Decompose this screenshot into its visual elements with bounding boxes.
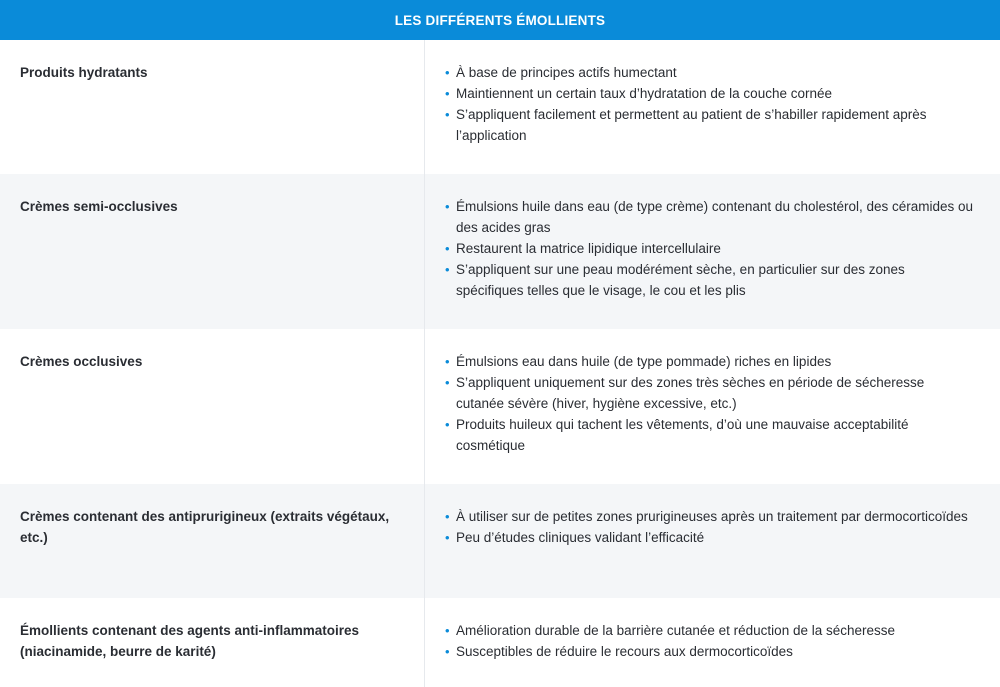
list-item xyxy=(445,259,976,301)
row-details xyxy=(425,329,1000,484)
list-item-text: Émulsions huile dans eau (de type crème) contenant du cholestérol, des céramides ou des acides gras xyxy=(456,199,974,235)
bullet-icon: • xyxy=(445,509,450,524)
bullet-list xyxy=(445,62,976,146)
list-item-text: Restaurent la matrice lipidique intercellulaire xyxy=(456,241,721,256)
bullet-icon: • xyxy=(445,262,450,277)
bullet-icon: • xyxy=(445,623,450,638)
bullet-list xyxy=(445,351,976,456)
row-label: Émollients contenant des agents anti-inflammatoires (niacinamide, beurre de karité) xyxy=(0,598,425,687)
list-item xyxy=(445,506,976,527)
list-item xyxy=(445,527,976,548)
bullet-icon: • xyxy=(445,86,450,101)
list-item xyxy=(445,83,976,104)
bullet-list xyxy=(445,620,976,662)
row-label: Crèmes contenant des antiprurigineux (extraits végétaux, etc.) xyxy=(0,484,425,598)
bullet-icon: • xyxy=(445,644,450,659)
list-item-text: À base de principes actifs humectant xyxy=(456,65,677,80)
list-item-text: S’appliquent sur une peau modérément sèche, en particulier sur des zones spécifiques telles que le visage, le cou et les plis xyxy=(456,262,905,298)
bullet-icon: • xyxy=(445,354,450,369)
bullet-icon: • xyxy=(445,241,450,256)
row-details xyxy=(425,484,1000,598)
list-item-text: Amélioration durable de la barrière cutanée et réduction de la sécheresse xyxy=(456,623,896,638)
bullet-icon: • xyxy=(445,65,450,80)
list-item xyxy=(445,414,976,456)
bullet-icon: • xyxy=(445,417,450,432)
row-label: Crèmes semi-occlusives xyxy=(0,174,425,329)
list-item-text: S’appliquent uniquement sur des zones très sèches en période de sécheresse cutanée sévère (hiver, hygiène excessive, etc.) xyxy=(456,375,925,411)
table-row xyxy=(0,484,1000,598)
row-details xyxy=(425,598,1000,687)
bullet-icon: • xyxy=(445,107,450,122)
bullet-icon: • xyxy=(445,199,450,214)
table-row xyxy=(0,174,1000,329)
list-item-text: À utiliser sur de petites zones prurigineuses après un traitement par dermocorticoïdes xyxy=(456,509,968,524)
list-item-text: Maintiennent un certain taux d’hydratation de la couche cornée xyxy=(456,86,832,101)
row-details xyxy=(425,40,1000,174)
bullet-list xyxy=(445,196,976,301)
table-title: LES DIFFÉRENTS ÉMOLLIENTS xyxy=(0,0,1000,40)
table-row xyxy=(0,40,1000,174)
row-details xyxy=(425,174,1000,329)
list-item xyxy=(445,372,976,414)
list-item xyxy=(445,104,976,146)
list-item xyxy=(445,641,976,662)
row-label: Produits hydratants xyxy=(0,40,425,174)
list-item xyxy=(445,620,976,641)
list-item xyxy=(445,351,976,372)
list-item-text: Produits huileux qui tachent les vêtements, d’où une mauvaise acceptabilité cosmétique xyxy=(456,417,909,453)
bullet-icon: • xyxy=(445,375,450,390)
list-item-text: Susceptibles de réduire le recours aux dermocorticoïdes xyxy=(456,644,793,659)
list-item-text: Peu d’études cliniques validant l’efficacité xyxy=(456,530,705,545)
table-row xyxy=(0,598,1000,687)
list-item xyxy=(445,238,976,259)
list-item-text: Émulsions eau dans huile (de type pommade) riches en lipides xyxy=(456,354,832,369)
table-row xyxy=(0,329,1000,484)
list-item-text: S’appliquent facilement et permettent au patient de s’habiller rapidement après l’application xyxy=(456,107,927,143)
list-item xyxy=(445,196,976,238)
list-item xyxy=(445,62,976,83)
bullet-icon: • xyxy=(445,530,450,545)
row-label: Crèmes occlusives xyxy=(0,329,425,484)
bullet-list xyxy=(445,506,976,548)
